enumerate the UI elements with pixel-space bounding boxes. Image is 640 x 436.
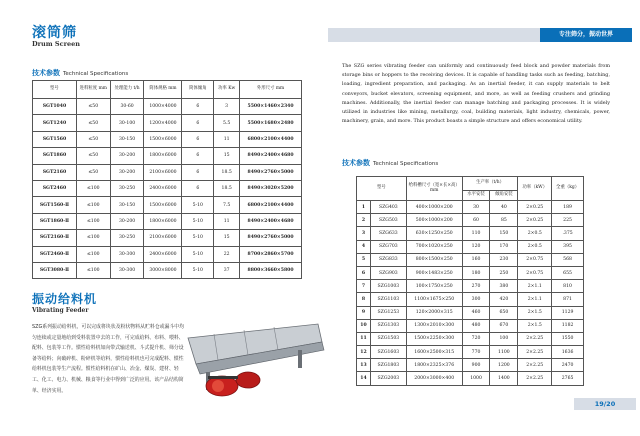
table-cell: 650 — [490, 306, 518, 319]
table-row — [357, 227, 584, 240]
table-row — [33, 230, 302, 246]
table-cell: 568 — [552, 253, 584, 266]
table-row — [357, 240, 584, 253]
table-cell: 11 — [357, 332, 371, 345]
table-cell: 7.5 — [214, 197, 240, 213]
table-cell: SZG1303 — [370, 319, 406, 332]
table-row — [357, 214, 584, 227]
vf-header-inclined: 倾角安装 — [490, 191, 518, 201]
table-cell: 5500×1460×2340 — [240, 99, 302, 115]
slogan-badge: 专注筛分，振动世界 — [540, 28, 632, 42]
table-cell: 6 — [182, 115, 214, 131]
table-row — [357, 319, 584, 332]
drum-screen-title-cn: 滚筒筛 — [32, 25, 77, 41]
table-cell: 3000×8000 — [144, 262, 182, 278]
table-cell: 395 — [552, 240, 584, 253]
table-cell: 8700×2860×5700 — [240, 246, 302, 262]
drum-table-header-row — [33, 81, 302, 99]
table-cell: 7 — [357, 280, 371, 293]
table-cell: .375 — [552, 227, 584, 240]
vibrating-feeder-title-cn: 振动给料机 — [32, 292, 98, 306]
table-cell: 1800×6000 — [144, 213, 182, 229]
table-cell: SZG1003 — [370, 280, 406, 293]
table-cell: 2×2.25 — [518, 346, 552, 359]
table-cell: 110 — [462, 227, 490, 240]
table-cell: SGT1560-Ⅱ — [33, 197, 77, 213]
table-cell: 2×2.25 — [518, 332, 552, 345]
table-row — [33, 246, 302, 262]
table-cell: 5.5 — [214, 115, 240, 131]
table-cell: 5 — [357, 253, 371, 266]
feeder-spec-label — [342, 158, 438, 168]
table-row — [357, 266, 584, 279]
table-cell: 6800×2100×4400 — [240, 131, 302, 147]
table-cell: 1600×2500×315 — [406, 346, 462, 359]
table-cell: 1100×1675×250 — [406, 293, 462, 306]
table-cell: 800×1500×250 — [406, 253, 462, 266]
table-cell: 11 — [214, 213, 240, 229]
table-cell: 5-10 — [182, 262, 214, 278]
table-cell: 670 — [490, 319, 518, 332]
drum-header-cell: 筒体倾角 — [182, 81, 214, 99]
table-cell: 100×1750×250 — [406, 280, 462, 293]
table-cell: 30-100 — [110, 115, 144, 131]
table-cell: 2 — [357, 214, 371, 227]
table-cell: 480 — [462, 319, 490, 332]
table-cell: 2×0.25 — [518, 201, 552, 214]
table-cell: 2100×6000 — [144, 230, 182, 246]
vibrating-feeder-description-cn: SZG系列振动给料机，可以完成将块状及粉状物料从贮料仓或漏斗中均匀连续或定量地给到受料装置中去的工作，可完成给料、布料、喂料、配料、包装等工作。惯性给料机如向带式输送机、斗式提升机、筛分设备等给料；向破碎机、粉碎机等给料，惯性给料机也可完成配料、惯性给料机包装等生产流程。惯性给料机在矿山、冶金、煤炭、建材、轻工、化工、电力、机械、粮食等行业中得到广泛的应用。该产品结构简单、经济实用。 — [32, 324, 185, 394]
vibrating-feeder-illustration — [178, 320, 328, 402]
table-cell: 5-10 — [182, 230, 214, 246]
table-row — [357, 293, 584, 306]
page-number: 19/20 — [574, 398, 636, 410]
table-cell: SZG1503 — [370, 332, 406, 345]
table-cell: 6 — [182, 164, 214, 180]
drum-screen-title-en: Drum Screen — [32, 40, 81, 48]
table-row — [357, 306, 584, 319]
table-cell: 30 — [462, 201, 490, 214]
table-cell: 13 — [357, 359, 371, 372]
table-row — [33, 99, 302, 115]
table-cell: 655 — [552, 266, 584, 279]
table-cell: 30-250 — [110, 230, 144, 246]
table-cell: 1500×2250×300 — [406, 332, 462, 345]
drum-header-cell: 外形尺寸 mm — [240, 81, 302, 99]
table-cell: 180 — [462, 266, 490, 279]
table-cell: 2470 — [552, 359, 584, 372]
table-cell: 1182 — [552, 319, 584, 332]
table-cell: 6 — [182, 99, 214, 115]
table-cell: ≤50 — [76, 99, 110, 115]
table-cell: SZG833 — [370, 253, 406, 266]
table-cell: 30-60 — [110, 99, 144, 115]
table-cell: 1200×4000 — [144, 115, 182, 131]
table-cell: 2400×6000 — [144, 246, 182, 262]
table-cell: 5500×1680×2480 — [240, 115, 302, 131]
table-cell: 420 — [490, 293, 518, 306]
table-cell: 6800×2100×4400 — [240, 197, 302, 213]
table-cell: SZG703 — [370, 240, 406, 253]
table-cell: 5-10 — [182, 197, 214, 213]
table-cell: SZG1103 — [370, 293, 406, 306]
table-cell: 6 — [182, 180, 214, 196]
table-cell: 2×2.25 — [518, 359, 552, 372]
vf-header-size: 给料槽尺寸（宽×长×高）mm — [406, 177, 462, 201]
table-cell: 2100×6000 — [144, 164, 182, 180]
drum-screen-spec-table — [32, 80, 302, 279]
table-cell: 5-10 — [182, 246, 214, 262]
table-cell: 460 — [462, 306, 490, 319]
table-cell: 900×1483×250 — [406, 266, 462, 279]
table-cell: 37 — [214, 262, 240, 278]
table-cell: 2×1.5 — [518, 306, 552, 319]
table-row — [33, 115, 302, 131]
table-cell: 2×1.5 — [518, 319, 552, 332]
table-row — [357, 201, 584, 214]
table-cell: 2×0.75 — [518, 266, 552, 279]
table-cell: SZG403 — [370, 201, 406, 214]
feeder-spec-label-cn: 技术参数 — [342, 159, 370, 167]
table-cell: SGT1040 — [33, 99, 77, 115]
table-cell: 1200 — [490, 359, 518, 372]
table-cell: 2765 — [552, 372, 584, 385]
table-cell: 6 — [182, 131, 214, 147]
table-cell: 30-200 — [110, 164, 144, 180]
table-cell: 225 — [552, 214, 584, 227]
table-cell: 2×0.5 — [518, 240, 552, 253]
table-cell: 300 — [462, 293, 490, 306]
table-row — [33, 131, 302, 147]
feeder-spec-label-en: Technical Specifications — [373, 161, 439, 167]
table-cell: 12 — [357, 346, 371, 359]
table-cell: 30-300 — [110, 262, 144, 278]
table-cell: 810 — [552, 280, 584, 293]
table-cell: 40 — [490, 201, 518, 214]
table-cell: SGT1560 — [33, 131, 77, 147]
table-row — [33, 262, 302, 278]
table-cell: 2×2.25 — [518, 372, 552, 385]
drum-header-cell: 型号 — [33, 81, 77, 99]
table-cell: 4 — [357, 240, 371, 253]
table-cell: 189 — [552, 201, 584, 214]
table-cell: 1100 — [490, 346, 518, 359]
table-cell: SGT2160-Ⅱ — [33, 230, 77, 246]
table-row — [33, 180, 302, 196]
table-cell: ≤100 — [76, 262, 110, 278]
table-cell: 30-150 — [110, 197, 144, 213]
table-cell: 15 — [214, 148, 240, 164]
vf-header-power: 功率（kW） — [518, 177, 552, 201]
table-cell: 120×2000×315 — [406, 306, 462, 319]
table-cell: 3 — [357, 227, 371, 240]
table-cell: SZG503 — [370, 214, 406, 227]
table-cell: ≤50 — [76, 115, 110, 131]
table-cell: 60 — [462, 214, 490, 227]
table-cell: SGT2460-Ⅱ — [33, 246, 77, 262]
table-row — [33, 213, 302, 229]
table-cell: SZG1253 — [370, 306, 406, 319]
table-cell: 18.5 — [214, 180, 240, 196]
table-row — [357, 253, 584, 266]
table-cell: 30-250 — [110, 180, 144, 196]
table-cell: 1129 — [552, 306, 584, 319]
drum-spec-label-cn: 技术参数 — [32, 69, 60, 77]
table-cell: 8490×2400×4680 — [240, 213, 302, 229]
table-row — [357, 359, 584, 372]
table-cell: 250 — [490, 266, 518, 279]
table-cell: 720 — [462, 332, 490, 345]
drum-spec-label-en: Technical Specifications — [63, 71, 129, 77]
table-cell: 1800×6000 — [144, 148, 182, 164]
table-cell: 270 — [462, 280, 490, 293]
vibrating-feeder-description-en: The SZG series vibrating feeder can uniformly and continuously feed block and powder materials from storage bins or hoppers to the receiving devices. It is capable of handling tasks such as feeding, batching, loading, ingredient preparation, and packaging. As an inertial feeder, it can supply materials to belt conveyors, bucket elevators, screening equipment, and more, as well as feeding crushers and grinding machines. Additionally, the inertial feeder can manage batching and packaging processes. It is widely utilized in industries like mining, metallurgy, coal, building materials, light industry, chemicals, power, machinery, grain, and more. This product boasts a simple structure and offers economical utility. — [342, 63, 610, 125]
vibrating-feeder-spec-table — [356, 176, 584, 386]
table-cell: 1300×2010×300 — [406, 319, 462, 332]
table-cell: 2×0.5 — [518, 227, 552, 240]
table-row — [33, 148, 302, 164]
table-cell: SZG2003 — [370, 372, 406, 385]
vf-header-capacity: 生产率（t/h） — [462, 177, 518, 191]
table-cell: 8490×2760×5000 — [240, 164, 302, 180]
table-cell: 8490×2400×4680 — [240, 148, 302, 164]
table-cell: SGT3080-Ⅱ — [33, 262, 77, 278]
table-cell: ≤100 — [76, 213, 110, 229]
table-cell: 2×0.75 — [518, 253, 552, 266]
vf-header-model: 型号 — [357, 177, 407, 201]
table-cell: SZG1603 — [370, 346, 406, 359]
table-cell: SZG903 — [370, 266, 406, 279]
table-cell: ≤50 — [76, 148, 110, 164]
table-cell: 11 — [214, 131, 240, 147]
table-cell: SZG633 — [370, 227, 406, 240]
table-cell: 3 — [214, 99, 240, 115]
table-row — [357, 332, 584, 345]
table-cell: 100 — [490, 332, 518, 345]
table-cell: 8490×3020×5200 — [240, 180, 302, 196]
table-cell: SGT2160 — [33, 164, 77, 180]
drum-header-cell: 功率 Kw — [214, 81, 240, 99]
table-cell: 30-150 — [110, 131, 144, 147]
table-cell: 30-200 — [110, 148, 144, 164]
table-cell: 1000 — [462, 372, 490, 385]
vf-table-header-row-1 — [357, 177, 584, 191]
table-cell: SGT2460 — [33, 180, 77, 196]
table-cell: 30-300 — [110, 246, 144, 262]
table-cell: 6 — [357, 266, 371, 279]
table-row — [357, 280, 584, 293]
table-cell: 8 — [357, 293, 371, 306]
table-cell: 630×1250×250 — [406, 227, 462, 240]
table-cell: 15 — [214, 230, 240, 246]
drum-header-cell: 筒体规格 mm — [144, 81, 182, 99]
table-cell: 380 — [490, 280, 518, 293]
drum-spec-label — [32, 68, 128, 78]
table-cell: 700×1020×250 — [406, 240, 462, 253]
table-cell: 10 — [357, 319, 371, 332]
table-cell: ≤100 — [76, 197, 110, 213]
table-cell: SGT1860 — [33, 148, 77, 164]
table-cell: 1400 — [490, 372, 518, 385]
table-cell: 6 — [182, 148, 214, 164]
table-row — [357, 346, 584, 359]
table-cell: ≤50 — [76, 131, 110, 147]
table-cell: 1550 — [552, 332, 584, 345]
table-cell: 2400×6000 — [144, 180, 182, 196]
table-cell: 1 — [357, 201, 371, 214]
table-cell: 230 — [490, 253, 518, 266]
drum-header-cell: 处理能力 t/h — [110, 81, 144, 99]
table-row — [33, 197, 302, 213]
table-row — [33, 164, 302, 180]
vibrating-feeder-title-en: Vibrating Feeder — [32, 307, 89, 314]
table-cell: 900 — [462, 359, 490, 372]
table-cell: 2×1.1 — [518, 280, 552, 293]
vf-header-weight: 全重（kg） — [552, 177, 584, 201]
table-cell: 150 — [490, 227, 518, 240]
table-cell: 30-200 — [110, 213, 144, 229]
table-cell: ≤50 — [76, 164, 110, 180]
table-cell: 2000×3000×400 — [406, 372, 462, 385]
table-cell: 1500×6000 — [144, 197, 182, 213]
table-cell: 1000×4000 — [144, 99, 182, 115]
table-cell: 14 — [357, 372, 371, 385]
table-cell: 120 — [462, 240, 490, 253]
table-cell: ≤100 — [76, 180, 110, 196]
table-cell: 1636 — [552, 346, 584, 359]
table-cell: SZG1803 — [370, 359, 406, 372]
table-cell: 85 — [490, 214, 518, 227]
table-cell: 2×0.25 — [518, 214, 552, 227]
table-cell: 500×1000×200 — [406, 214, 462, 227]
table-cell: 1500×6000 — [144, 131, 182, 147]
table-cell: 18.5 — [214, 164, 240, 180]
table-cell: 871 — [552, 293, 584, 306]
table-cell: 2×1.1 — [518, 293, 552, 306]
table-row — [357, 372, 584, 385]
table-cell: 8800×3660×5800 — [240, 262, 302, 278]
table-cell: 5-10 — [182, 213, 214, 229]
table-cell: 770 — [462, 346, 490, 359]
table-cell: 22 — [214, 246, 240, 262]
vf-header-horizontal: 水平安装 — [462, 191, 490, 201]
table-cell: 1800×2325×376 — [406, 359, 462, 372]
table-cell: ≤100 — [76, 246, 110, 262]
table-cell: 170 — [490, 240, 518, 253]
table-cell: 160 — [462, 253, 490, 266]
table-cell: ≤100 — [76, 230, 110, 246]
table-cell: 8490×2760×5000 — [240, 230, 302, 246]
table-cell: 400×1000×200 — [406, 201, 462, 214]
table-cell: SGT1860-Ⅱ — [33, 213, 77, 229]
table-cell: 9 — [357, 306, 371, 319]
drum-header-cell: 进料粒度 mm — [76, 81, 110, 99]
table-cell: SGT1240 — [33, 115, 77, 131]
